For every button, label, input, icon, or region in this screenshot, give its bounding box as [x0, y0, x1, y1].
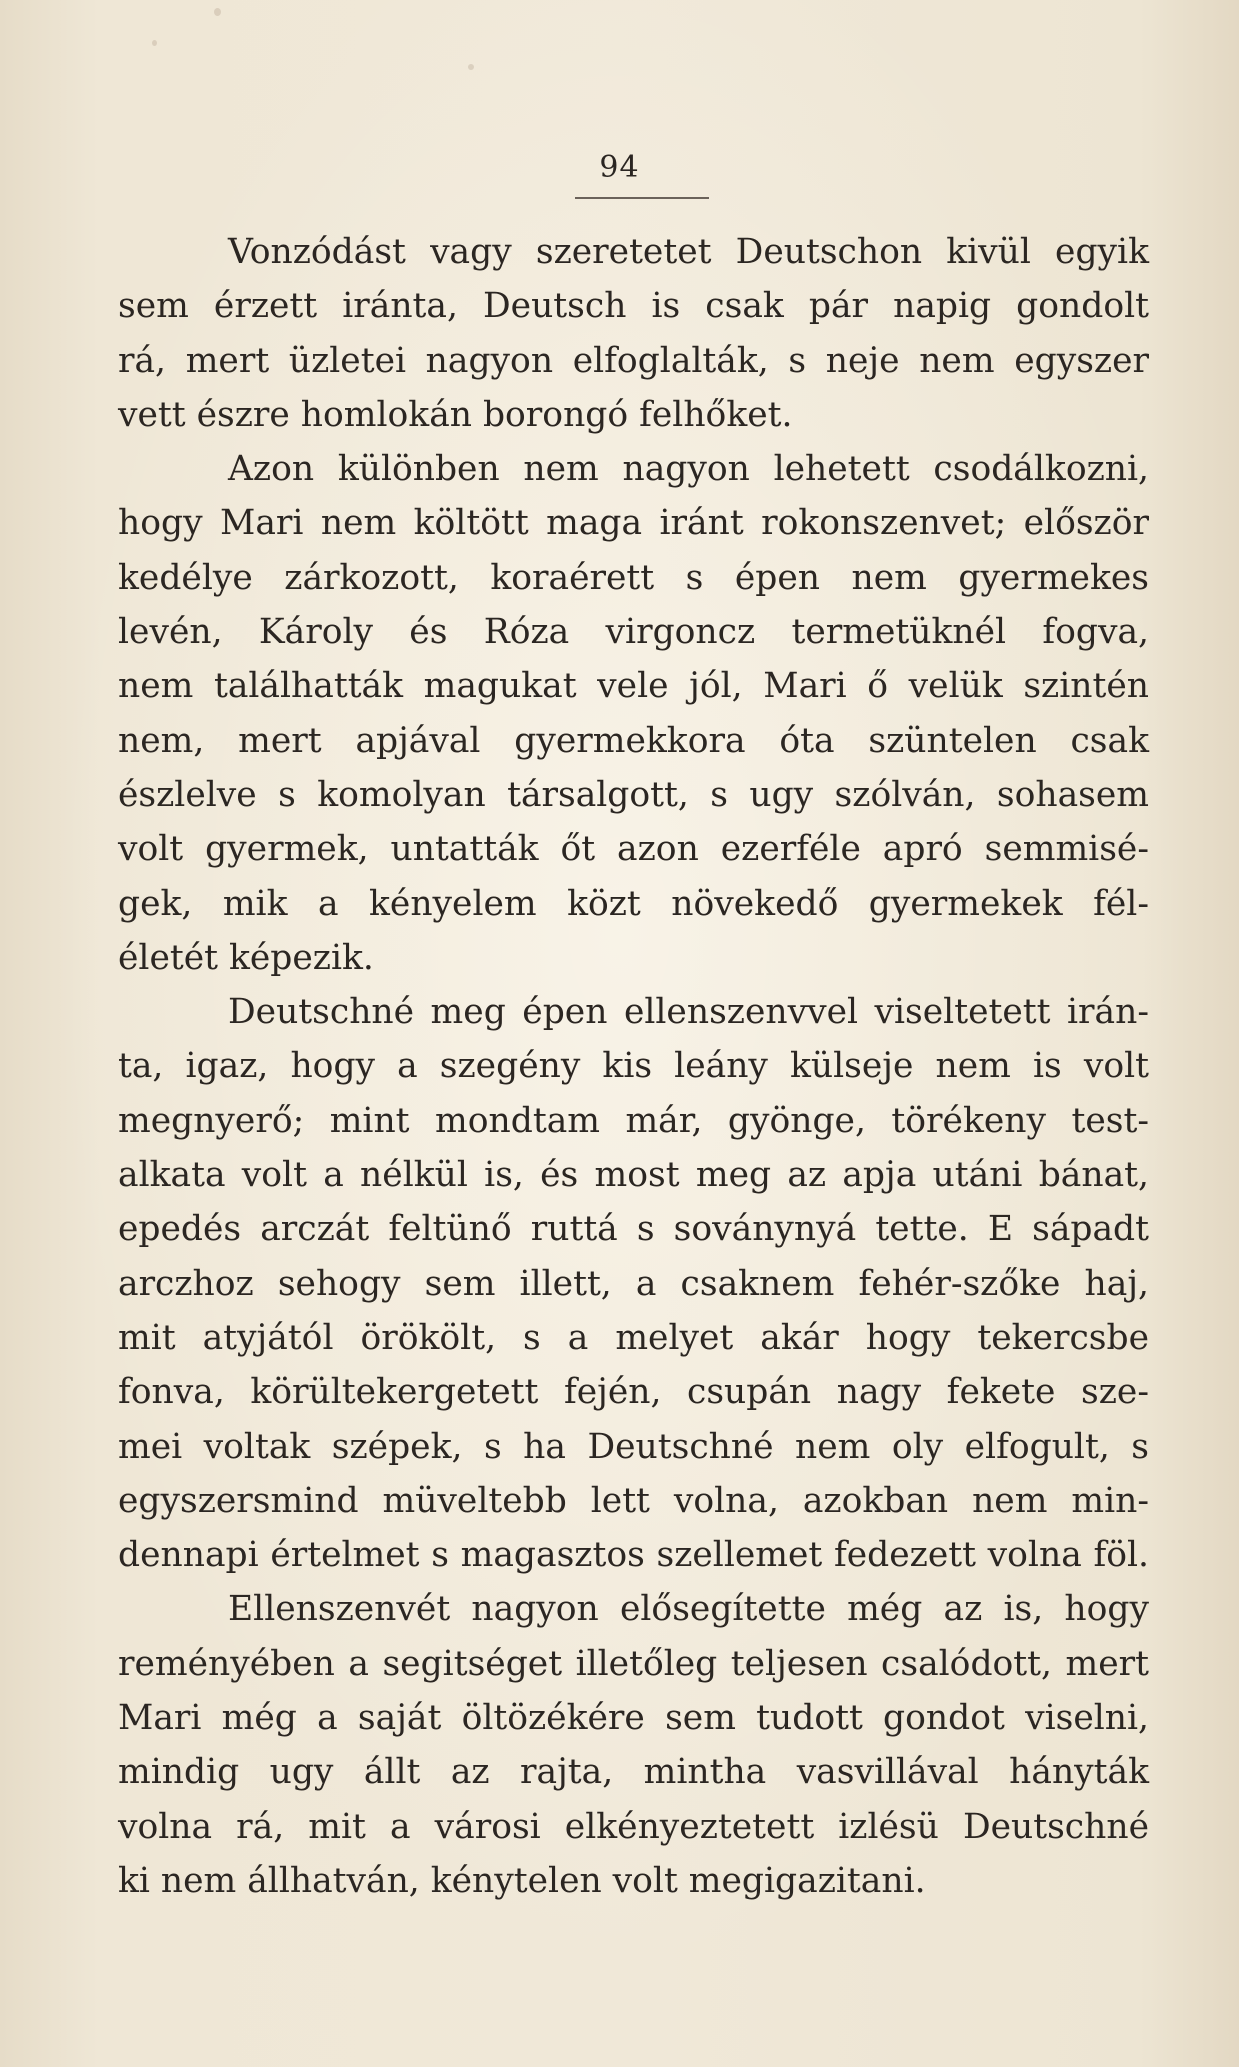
text-line: epedés arczát feltünő ruttá s soványnyá tette. E sápadt: [118, 1209, 1149, 1250]
text-line: gek, mik a kényelem közt növekedő gyermekek fél-: [118, 883, 1149, 924]
text-line: megnyerő; mint mondtam már, gyönge, törékeny test-: [118, 1100, 1149, 1141]
text-line: ta, igaz, hogy a szegény kis leány külseje nem is volt: [118, 1046, 1149, 1087]
text-line: volna rá, mit a városi elkényeztetett izlésü Deutschné: [118, 1806, 1149, 1847]
paragraph-2: [118, 442, 1149, 985]
paragraph-1: [118, 225, 1149, 442]
paper-stain: [152, 40, 157, 46]
text-line: Ellenszenvét nagyon elősegítette még az is, hogy: [228, 1589, 1149, 1630]
text-line: volt gyermek, untatták őt azon ezerféle apró semmisé-: [118, 829, 1149, 870]
text-line: hogy Mari nem költött maga iránt rokonszenvet; először: [118, 503, 1149, 544]
text-line: vett észre homlokán borongó felhőket.: [118, 394, 793, 435]
text-line: reményében a segitséget illetőleg teljesen csalódott, mert: [118, 1643, 1149, 1684]
text-line: rá, mert üzletei nagyon elfoglalták, s neje nem egyszer: [118, 340, 1149, 381]
text-line: Vonzódást vagy szeretetet Deutschon kivül egyik: [228, 232, 1149, 272]
text-line: alkata volt a nélkül is, és most meg az apja utáni bánat,: [118, 1155, 1149, 1196]
page-number-rule: [575, 197, 709, 199]
body-text: [118, 225, 1149, 1908]
page-number: 94: [599, 150, 640, 185]
text-line: levén, Károly és Róza virgoncz termetüknél fogva,: [118, 612, 1149, 653]
text-line: Deutschné meg épen ellenszenvvel viseltetett irán-: [228, 992, 1149, 1033]
text-line: nem találhatták magukat vele jól, Mari ő velük szintén: [118, 666, 1149, 707]
text-line: mindig ugy állt az rajta, mintha vasvillával hányták: [118, 1752, 1149, 1793]
text-line: dennapi értelmet s magasztos szellemet fedezett volna föl.: [118, 1535, 1149, 1576]
text-line: kedélye zárkozott, koraérett s épen nem gyermekes: [118, 557, 1149, 598]
paper-stain: [468, 64, 474, 70]
text-line: észlelve s komolyan társalgott, s ugy szólván, sohasem: [118, 774, 1149, 815]
text-line: nem, mert apjával gyermekkora óta szüntelen csak: [118, 720, 1149, 761]
text-line: mit atyjától örökölt, s a melyet akár hogy tekercsbe: [118, 1317, 1149, 1358]
text-line: Mari még a saját öltözékére sem tudott gondot viselni,: [118, 1698, 1149, 1739]
text-line: életét képezik.: [118, 937, 374, 978]
paragraph-4: [118, 1582, 1149, 1908]
paragraph-3: [118, 985, 1149, 1582]
paper-stain: [214, 8, 221, 16]
text-line: fonva, körültekergetett fején, csupán nagy fekete sze-: [118, 1372, 1149, 1413]
text-line: Azon különben nem nagyon lehetett csodálkozni,: [228, 449, 1149, 490]
text-line: ki nem állhatván, kénytelen volt megigazitani.: [118, 1860, 926, 1901]
text-line: mei voltak szépek, s ha Deutschné nem oly elfogult, s: [118, 1426, 1149, 1467]
text-line: egyszersmind müveltebb lett volna, azokban nem min-: [118, 1480, 1149, 1521]
text-line: sem érzett iránta, Deutsch is csak pár napig gondolt: [118, 286, 1149, 327]
text-line: arczhoz sehogy sem illett, a csaknem fehér-szőke haj,: [118, 1263, 1149, 1304]
